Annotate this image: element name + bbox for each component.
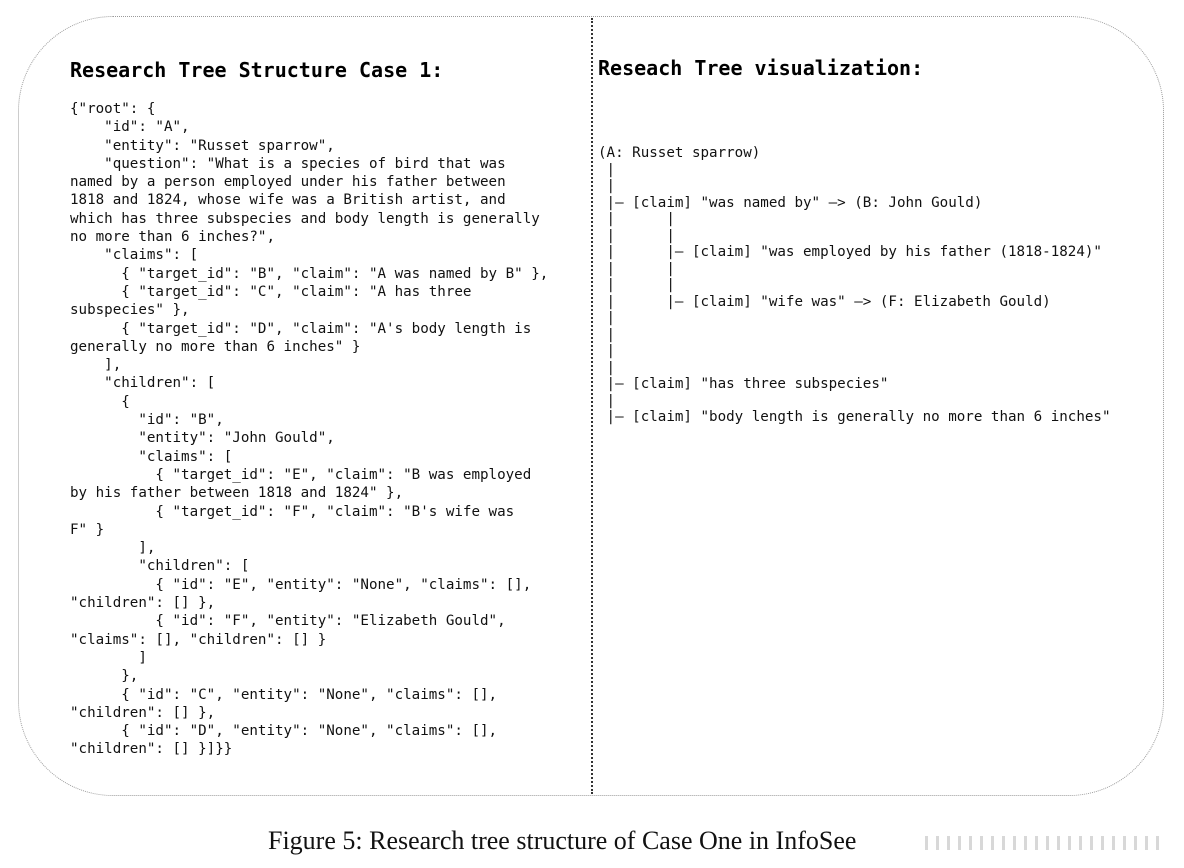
watermark-bar <box>1101 836 1104 850</box>
watermark-bar <box>980 836 983 850</box>
watermark-bar <box>1046 836 1049 850</box>
code-line: "id": "A", <box>70 119 190 136</box>
code-line: "entity": "Russet sparrow", <box>70 137 335 154</box>
tree-line: | | <box>598 227 675 244</box>
watermark-bar <box>1134 836 1137 850</box>
tree-line: | | <box>598 211 675 227</box>
tree-line: |— [claim] "was named by" —> (B: John Gould) <box>598 194 983 211</box>
code-line: { "id": "E", "entity": "None", "claims": [], <box>70 576 532 593</box>
code-line: {"root": { <box>70 101 156 117</box>
tree-line: | | <box>598 260 675 277</box>
tree-visualization <box>598 145 1111 426</box>
tree-line: | |— [claim] "wife was" —> (F: Elizabeth Gould) <box>598 293 1051 310</box>
code-line: "question": "What is a species of bird that was <box>70 155 506 172</box>
watermark-bar <box>1068 836 1071 850</box>
tree-line: | <box>598 161 616 178</box>
tree-line: | <box>598 310 616 326</box>
code-line: ] <box>70 649 147 666</box>
watermark <box>895 826 1177 860</box>
tree-line: | <box>598 392 616 409</box>
tree-line: |— [claim] "has three subspecies" <box>598 376 889 392</box>
code-line: ], <box>70 540 156 557</box>
code-line: }, <box>70 668 139 685</box>
code-line: "id": "B", <box>70 412 224 429</box>
code-line: { "target_id": "D", "claim": "A's body length is <box>70 320 532 337</box>
watermark-bar <box>1013 836 1016 850</box>
code-line: which has three subspecies and body length is generally <box>70 210 540 227</box>
panel-divider <box>591 18 593 794</box>
tree-line: | <box>598 359 616 376</box>
code-line: generally no more than 6 inches" } <box>70 338 361 355</box>
code-line: { "target_id": "F", "claim": "B's wife was <box>70 503 515 520</box>
watermark-bar <box>1057 836 1060 850</box>
tree-line: | <box>598 178 616 194</box>
json-code-block <box>70 100 548 759</box>
watermark-bar <box>947 836 950 850</box>
code-line: no more than 6 inches?", <box>70 229 275 246</box>
watermark-bar <box>1156 836 1159 850</box>
code-line: "claims": [ <box>70 247 199 264</box>
code-line: "children": [] }, <box>70 704 216 721</box>
code-line: subspecies" }, <box>70 302 190 319</box>
code-line: 1818 and 1824, whose wife was a British artist, and <box>70 192 506 209</box>
code-line: { "target_id": "B", "claim": "A was named by B" }, <box>70 265 549 282</box>
watermark-bar <box>1002 836 1005 850</box>
watermark-bar <box>991 836 994 850</box>
code-line: { <box>70 393 130 410</box>
code-line: { "id": "C", "entity": "None", "claims": [], <box>70 686 498 703</box>
code-line: "children": [] }, <box>70 595 216 612</box>
tree-line: |— [claim] "body length is generally no more than 6 inches" <box>598 409 1111 425</box>
code-line: "claims": [ <box>70 448 233 465</box>
watermark-bar <box>936 836 939 850</box>
code-line: { "target_id": "E", "claim": "B was employed <box>70 466 532 483</box>
right-panel-title: Reseach Tree visualization: <box>598 56 924 80</box>
code-line: "children": [ <box>70 375 216 392</box>
code-line: F" } <box>70 521 105 538</box>
code-line: "claims": [], "children": [] } <box>70 631 327 648</box>
watermark-bar <box>1090 836 1093 850</box>
figure-caption: Figure 5: Research tree structure of Case One in InfoSee <box>268 826 857 855</box>
watermark-bar <box>969 836 972 850</box>
tree-line: | |— [claim] "was employed by his father (1818-1824)" <box>598 244 1102 260</box>
watermark-bar <box>925 836 928 850</box>
tree-line: (A: Russet sparrow) <box>598 145 761 161</box>
code-line: by his father between 1818 and 1824" }, <box>70 485 404 502</box>
code-line: named by a person employed under his father between <box>70 174 506 191</box>
code-line: "entity": "John Gould", <box>70 430 335 447</box>
tree-line: | | <box>598 277 675 293</box>
tree-line: | <box>598 326 616 343</box>
code-line: ], <box>70 357 122 374</box>
watermark-bar <box>1024 836 1027 850</box>
left-panel-title: Research Tree Structure Case 1: <box>70 58 444 82</box>
code-line: { "id": "F", "entity": "Elizabeth Gould", <box>70 613 506 630</box>
tree-line: | <box>598 343 616 359</box>
code-line: "children": [ <box>70 558 250 575</box>
watermark-bar <box>1123 836 1126 850</box>
code-line: { "id": "D", "entity": "None", "claims": [], <box>70 723 498 740</box>
watermark-bar <box>958 836 961 850</box>
watermark-bar <box>1035 836 1038 850</box>
code-line: "children": [] }]}} <box>70 741 233 758</box>
watermark-bar <box>1079 836 1082 850</box>
watermark-bar <box>1112 836 1115 850</box>
watermark-bar <box>1145 836 1148 850</box>
code-line: { "target_id": "C", "claim": "A has three <box>70 283 472 300</box>
